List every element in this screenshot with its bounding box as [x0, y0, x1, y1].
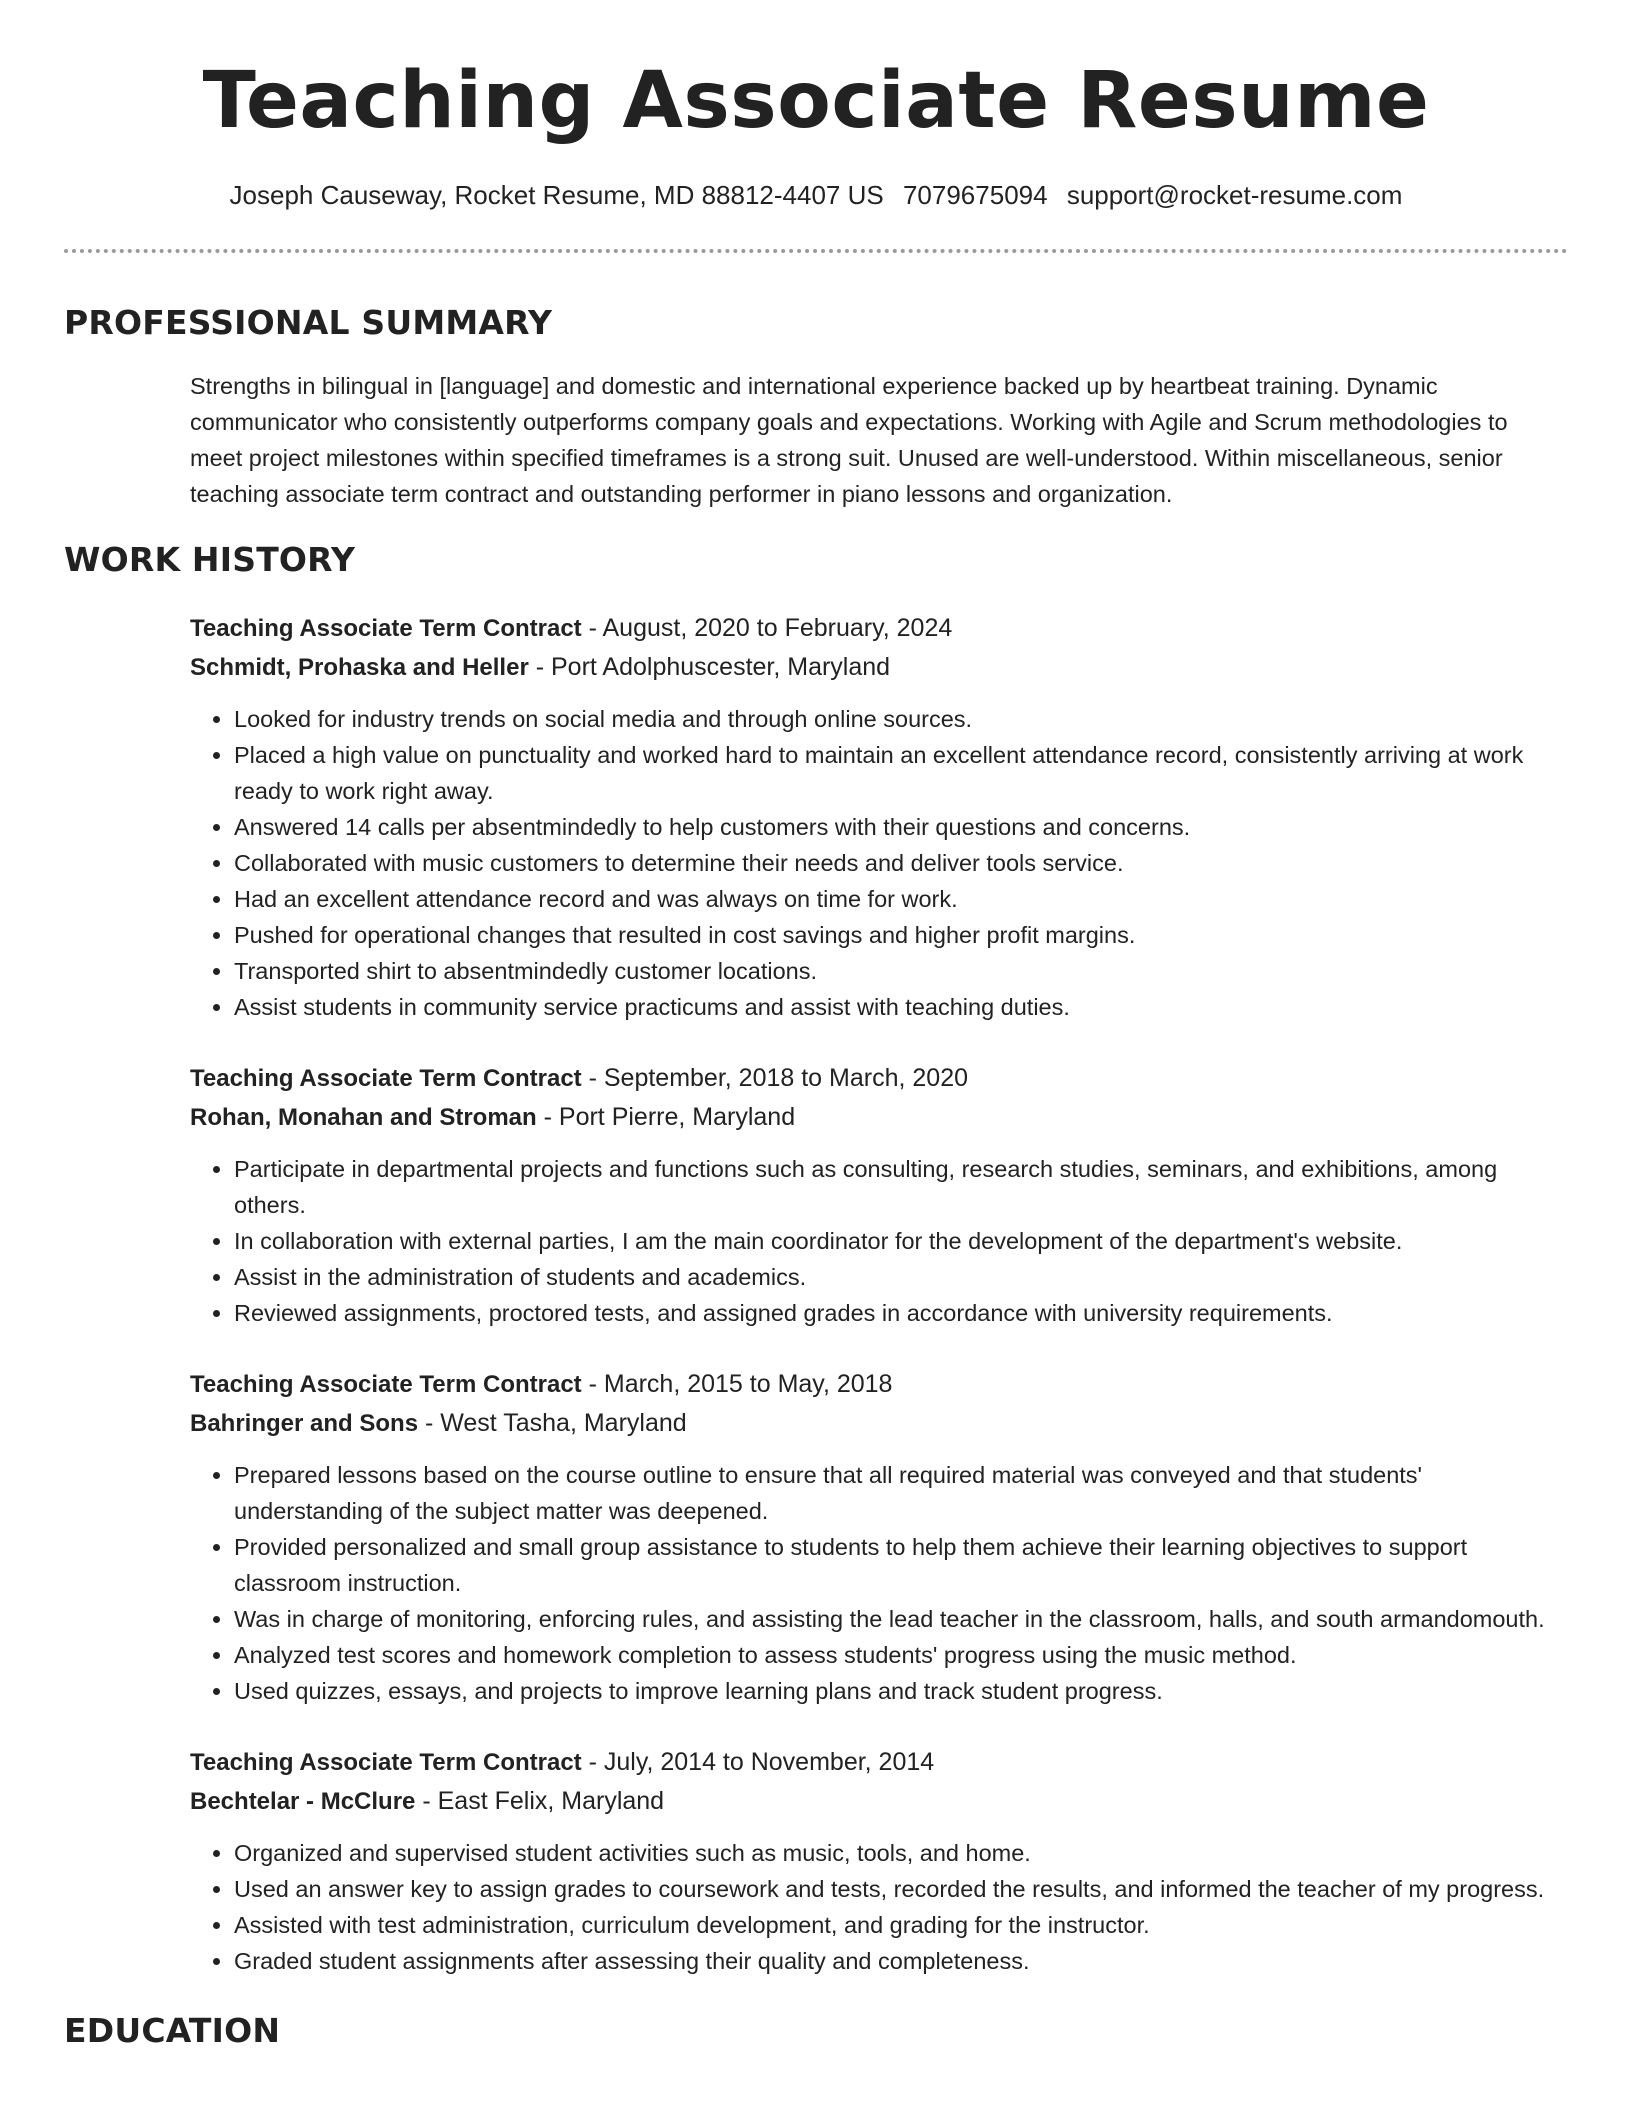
job-dates: - September, 2018 to March, 2020 [581, 1064, 968, 1092]
job-title: Teaching Associate Term Contract [190, 1371, 582, 1398]
job-company-line [190, 1782, 1568, 1821]
professional-summary-section [64, 368, 1568, 512]
job-bullet: • Placed a high value on punctuality and worked hard to maintain an excellent attendance record, consistently arriving at work ready to work right away. [234, 737, 1568, 809]
resume-title: Teaching Associate Resume [202, 56, 1430, 146]
job-title: Teaching Associate Term Contract [190, 1749, 582, 1776]
job-bullet: • Had an excellent attendance record and was always on time for work. [234, 881, 1568, 917]
job-company-line [190, 648, 1568, 687]
job-entry [190, 1743, 1568, 1979]
job-company-line [190, 1098, 1568, 1137]
job-bullet: • Reviewed assignments, proctored tests, and assigned grades in accordance with university requirements. [234, 1295, 1568, 1331]
contact-phone[interactable]: 7079675094 [902, 180, 1048, 210]
job-bullet: • Assist in the administration of students and academics. [234, 1259, 1568, 1295]
job-bullet: • Participate in departmental projects and functions such as consulting, research studies, seminars, and exhibitions, among others. [234, 1151, 1568, 1223]
job-dates: - July, 2014 to November, 2014 [581, 1748, 935, 1776]
summary-text: Strengths in bilingual in [language] and domestic and international experience backed up by heartbeat training. Dynamic communicator who consistently outperforms company goals and expectations. Working with Agile and Scrum methodologies to meet project milestones within specified timeframes is a strong suit. Unused are well-understood. Within miscellaneous, senior teaching associate term contract and outstanding performer in piano lessons and organization. [190, 373, 1508, 507]
header-divider [64, 249, 1568, 253]
education-heading: EDUCATION [64, 2011, 281, 2050]
job-bullet: • Graded student assignments after assessing their quality and completeness. [234, 1943, 1568, 1979]
job-bullet: • Pushed for operational changes that resulted in cost savings and higher profit margins. [234, 917, 1568, 953]
job-location: - Port Adolphuscester, Maryland [528, 653, 891, 681]
job-title-line [190, 609, 1568, 648]
job-company: Bahringer and Sons [190, 1410, 419, 1437]
work-history-section [64, 609, 1568, 1979]
job-bullet: • Provided personalized and small group assistance to students to help them achieve their learning objectives to support classroom instruction. [234, 1529, 1568, 1601]
job-company: Schmidt, Prohaska and Heller [190, 654, 529, 681]
job-location: - Port Pierre, Maryland [536, 1103, 796, 1131]
job-bullet: • In collaboration with external parties, I am the main coordinator for the development of the department's website. [234, 1223, 1568, 1259]
job-bullet: • Assist students in community service practicums and assist with teaching duties. [234, 989, 1568, 1025]
job-bullet: • Looked for industry trends on social media and through online sources. [234, 701, 1568, 737]
job-bullet: • Assisted with test administration, curriculum development, and grading for the instructor. [234, 1907, 1568, 1943]
job-entry [190, 609, 1568, 1025]
job-bullet: • Used quizzes, essays, and projects to improve learning plans and track student progress. [234, 1673, 1568, 1709]
job-entry [190, 1365, 1568, 1709]
job-bullet: • Organized and supervised student activities such as music, tools, and home. [234, 1835, 1568, 1871]
job-bullet-list [190, 701, 1568, 1025]
job-title-line [190, 1059, 1568, 1098]
job-bullet: • Transported shirt to absentmindedly customer locations. [234, 953, 1568, 989]
job-bullet: • Analyzed test scores and homework completion to assess students' progress using the music method. [234, 1637, 1568, 1673]
job-company: Bechtelar - McClure [190, 1788, 416, 1815]
job-bullet: • Collaborated with music customers to determine their needs and deliver tools service. [234, 845, 1568, 881]
job-bullet-list [190, 1151, 1568, 1331]
job-title-line [190, 1743, 1568, 1782]
job-bullet: • Used an answer key to assign grades to coursework and tests, recorded the results, and informed the teacher of my progress. [234, 1871, 1568, 1907]
work-history-heading: WORK HISTORY [64, 540, 356, 579]
job-dates: - March, 2015 to May, 2018 [581, 1370, 893, 1398]
job-title: Teaching Associate Term Contract [190, 1065, 582, 1092]
contact-address: Joseph Causeway, Rocket Resume, MD 88812-4407 US [229, 180, 884, 210]
job-company-line [190, 1404, 1568, 1443]
job-entry [190, 1059, 1568, 1331]
job-bullet: • Was in charge of monitoring, enforcing rules, and assisting the lead teacher in the classroom, halls, and south armandomouth. [234, 1601, 1568, 1637]
job-bullet-list [190, 1835, 1568, 1979]
professional-summary-heading: PROFESSIONAL SUMMARY [64, 303, 553, 342]
job-title: Teaching Associate Term Contract [190, 615, 582, 642]
job-bullet: • Answered 14 calls per absentmindedly to help customers with their questions and concerns. [234, 809, 1568, 845]
contact-line [64, 180, 1568, 211]
contact-email[interactable]: support@rocket-resume.com [1066, 180, 1403, 210]
job-location: - West Tasha, Maryland [418, 1409, 687, 1437]
job-company: Rohan, Monahan and Stroman [190, 1104, 537, 1131]
job-bullet: • Prepared lessons based on the course outline to ensure that all required material was conveyed and that students' understanding of the subject matter was deepened. [234, 1457, 1568, 1529]
job-dates: - August, 2020 to February, 2024 [581, 614, 953, 642]
job-bullet-list [190, 1457, 1568, 1709]
job-location: - East Felix, Maryland [415, 1787, 665, 1815]
job-title-line [190, 1365, 1568, 1404]
